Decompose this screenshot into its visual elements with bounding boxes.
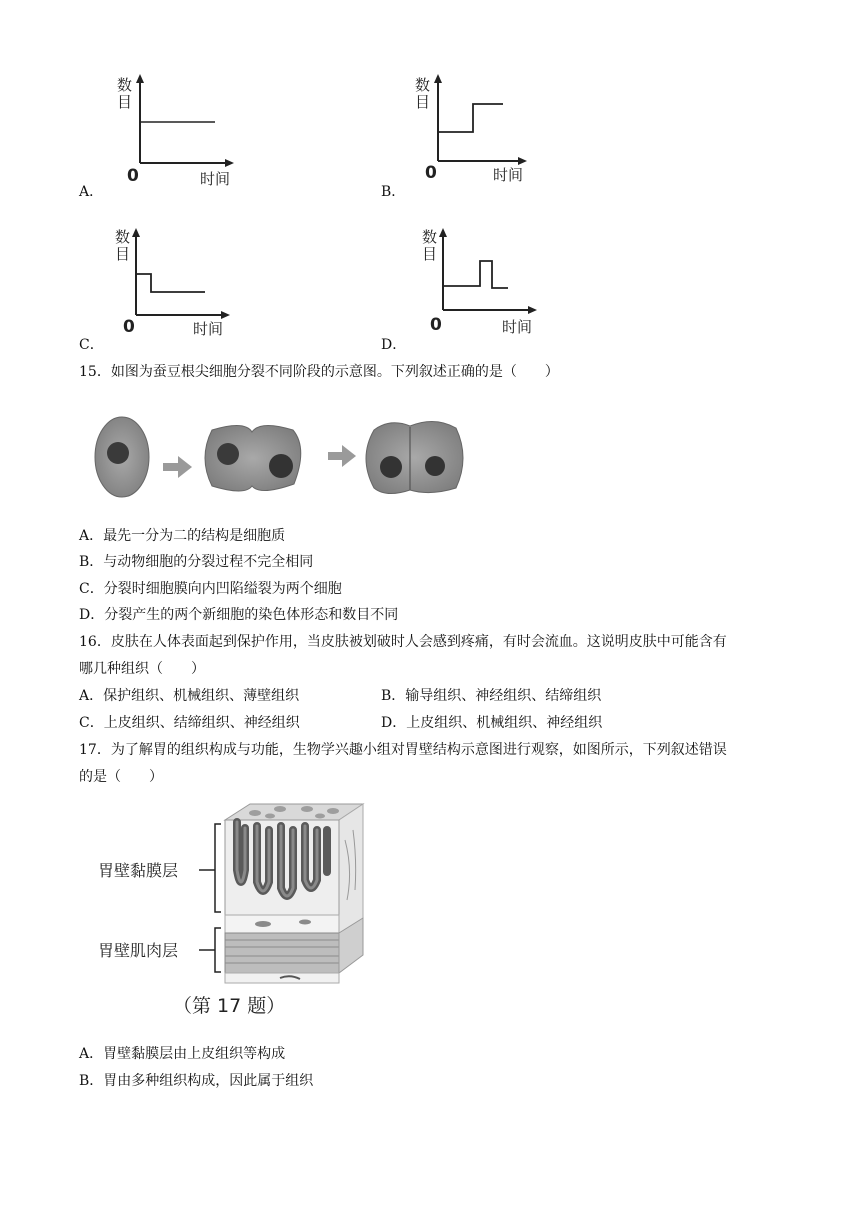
graph-c-line: [136, 274, 205, 292]
cell-stage-3: [366, 421, 463, 493]
graph-b-ylabel-2: 目: [415, 93, 431, 111]
graph-d-ylabel-2: 目: [422, 245, 438, 263]
graph-b-line: [438, 104, 503, 132]
q17-option-b: B．胃由多种组织构成，因此属于组织: [79, 1073, 314, 1089]
graph-a-ylabel-2: 目: [117, 93, 133, 111]
graph-d-ylabel-1: 数: [422, 228, 438, 246]
q16-stem-line1: 16．皮肤在人体表面起到保护作用，当皮肤被划破时人会感到疼痛，有时会流血。这说明皮肤中可能含有: [79, 634, 727, 650]
q17-stem-line1: 17．为了解胃的组织构成与功能，生物学兴趣小组对胃壁结构示意图进行观察，如图所示，下列叙述错误: [79, 742, 727, 758]
label-muscle-layer: 胃壁肌肉层: [98, 941, 179, 960]
graph-a: [105, 70, 245, 190]
option-c-letter: C．: [79, 337, 104, 353]
q15-option-c: C．分裂时细胞膜向内凹陷缢裂为两个细胞: [79, 581, 342, 597]
graph-c-ylabel-1: 数: [115, 228, 131, 246]
label-mucosa-layer: 胃壁黏膜层: [98, 861, 179, 880]
cell-stage-2: [205, 425, 301, 491]
graph-a-xlabel: 时间: [200, 170, 231, 188]
graph-b-ylabel-1: 数: [415, 76, 431, 94]
arrow-icon: [328, 445, 356, 467]
graph-c-origin: 0: [123, 317, 135, 337]
cell-stage-1: [95, 417, 149, 497]
q15-option-a: A．最先一分为二的结构是细胞质: [79, 528, 286, 544]
q15-stem: 15．如图为蚕豆根尖细胞分裂不同阶段的示意图。下列叙述正确的是（ ）: [79, 364, 559, 380]
q17-stem-line2: 的是（ ）: [79, 769, 163, 785]
figure-caption: （第 17 题）: [173, 995, 286, 1017]
graph-b-xlabel: 时间: [493, 166, 524, 184]
q16-option-a: A．保护组织、机械组织、薄壁组织: [79, 688, 300, 704]
q16-option-c: C．上皮组织、结缔组织、神经组织: [79, 715, 300, 731]
graph-d-xlabel: 时间: [502, 318, 533, 336]
graph-d-line: [443, 261, 508, 288]
q15-option-b: B．与动物细胞的分裂过程不完全相同: [79, 554, 314, 570]
graph-b-origin: 0: [425, 163, 437, 183]
option-a-letter: A．: [79, 184, 104, 200]
q16-option-d: D．上皮组织、机械组织、神经组织: [381, 715, 603, 731]
graph-a-ylabel-1: 数: [117, 76, 133, 94]
cell-division-figure: [90, 400, 480, 504]
q15-option-d: D．分裂产生的两个新细胞的染色体形态和数目不同: [79, 607, 399, 623]
graph-c-xlabel: 时间: [193, 320, 224, 338]
q16-stem-line2: 哪几种组织（ ）: [79, 661, 205, 677]
q16-option-b: B．输导组织、神经组织、结缔组织: [381, 688, 602, 704]
stomach-wall-figure: [95, 800, 385, 1032]
option-d-letter: D．: [381, 337, 407, 353]
graph-c: [101, 222, 241, 342]
q17-option-a: A．胃壁黏膜层由上皮组织等构成: [79, 1046, 286, 1062]
graph-a-origin: 0: [127, 166, 139, 186]
graph-d-origin: 0: [430, 315, 442, 335]
graph-d: [408, 224, 548, 344]
graph-c-ylabel-2: 目: [115, 245, 131, 263]
option-b-letter: B．: [381, 184, 406, 200]
graph-b: [403, 70, 543, 190]
arrow-icon: [163, 456, 192, 478]
